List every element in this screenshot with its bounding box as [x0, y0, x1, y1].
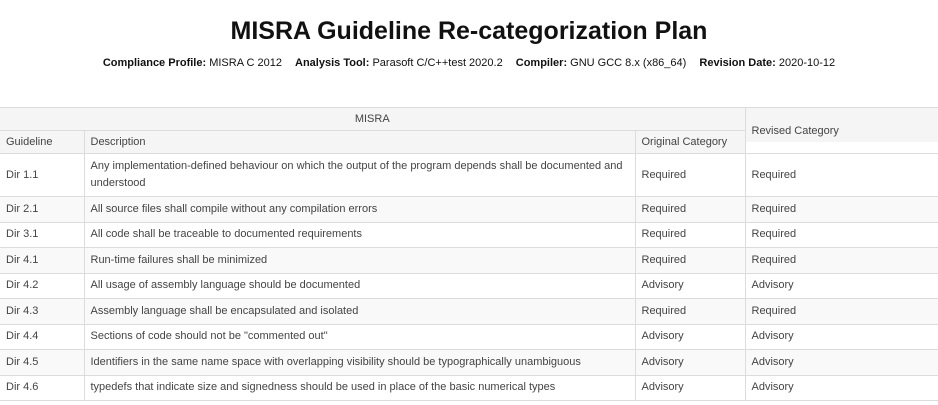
meta-label: Revision Date: — [699, 57, 776, 69]
document-metadata — [0, 57, 938, 69]
revised-category-cell[interactable]: Required — [745, 248, 938, 274]
meta-value: GNU GCC 8.x (x86_64) — [570, 57, 687, 69]
description-cell: Any implementation-defined behaviour on which the output of the program depends shall be documented and understood — [84, 154, 635, 197]
revised-category-cell[interactable]: Advisory — [745, 350, 938, 376]
original-category-cell: Advisory — [635, 350, 745, 376]
description-cell: All code shall be traceable to documented requirements — [84, 222, 635, 248]
meta-label: Compliance Profile: — [102, 57, 207, 69]
meta-compliance-profile — [103, 57, 282, 69]
recategorization-table — [0, 107, 938, 401]
meta-value: MISRA C 2012 — [209, 57, 282, 69]
original-category-cell: Required — [635, 299, 745, 325]
revised-category-cell[interactable]: Advisory — [745, 324, 938, 350]
original-category-cell: Advisory — [635, 324, 745, 350]
meta-analysis-tool — [295, 57, 503, 69]
description-cell: Assembly language shall be encapsulated and isolated — [84, 299, 635, 325]
table-row[interactable] — [0, 273, 938, 299]
meta-revision-date — [699, 57, 835, 69]
revised-category-cell[interactable]: Required — [745, 154, 938, 197]
misra-group-header: MISRA — [0, 108, 745, 131]
table-row[interactable] — [0, 375, 938, 401]
meta-compiler — [516, 57, 687, 69]
guideline-cell: Dir 4.1 — [0, 248, 84, 274]
guideline-cell: Dir 4.2 — [0, 273, 84, 299]
table-row[interactable] — [0, 324, 938, 350]
description-cell: Run-time failures shall be minimized — [84, 248, 635, 274]
column-header-revised-category[interactable]: Revised Category — [745, 120, 938, 143]
revised-category-cell[interactable]: Required — [745, 299, 938, 325]
table-row[interactable] — [0, 222, 938, 248]
guideline-cell: Dir 3.1 — [0, 222, 84, 248]
column-header-guideline[interactable]: Guideline — [0, 131, 84, 154]
original-category-cell: Required — [635, 222, 745, 248]
description-cell: typedefs that indicate size and signedness should be used in place of the basic numerical types — [84, 375, 635, 401]
description-cell: Identifiers in the same name space with overlapping visibility should be typographically unambiguous — [84, 350, 635, 376]
guideline-cell: Dir 4.5 — [0, 350, 84, 376]
revised-category-cell[interactable]: Required — [745, 197, 938, 223]
table-row[interactable] — [0, 299, 938, 325]
table-row[interactable] — [0, 248, 938, 274]
meta-value: 2020-10-12 — [778, 57, 836, 69]
column-header-description[interactable]: Description — [84, 131, 635, 154]
original-category-cell: Required — [635, 197, 745, 223]
table-row[interactable] — [0, 350, 938, 376]
table-row[interactable] — [0, 197, 938, 223]
revised-category-cell[interactable]: Advisory — [745, 273, 938, 299]
description-cell: Sections of code should not be "commented out" — [84, 324, 635, 350]
meta-label: Compiler: — [515, 57, 568, 69]
table-row[interactable] — [0, 154, 938, 197]
guideline-cell: Dir 4.6 — [0, 375, 84, 401]
page-title: MISRA Guideline Re-categorization Plan — [230, 17, 708, 45]
original-category-cell: Required — [635, 248, 745, 274]
description-cell: All usage of assembly language should be documented — [84, 273, 635, 299]
guideline-cell: Dir 2.1 — [0, 197, 84, 223]
original-category-cell: Advisory — [635, 375, 745, 401]
revised-category-cell[interactable]: Advisory — [745, 375, 938, 401]
guideline-cell: Dir 4.3 — [0, 299, 84, 325]
revised-category-cell[interactable]: Required — [745, 222, 938, 248]
meta-label: Analysis Tool: — [295, 57, 370, 69]
original-category-cell: Required — [635, 154, 745, 197]
guideline-cell: Dir 4.4 — [0, 324, 84, 350]
column-header-original-category[interactable]: Original Category — [635, 131, 745, 154]
meta-value: Parasoft C/C++test 2020.2 — [372, 57, 503, 69]
guideline-cell: Dir 1.1 — [0, 154, 84, 197]
original-category-cell: Advisory — [635, 273, 745, 299]
description-cell: All source files shall compile without any compilation errors — [84, 197, 635, 223]
